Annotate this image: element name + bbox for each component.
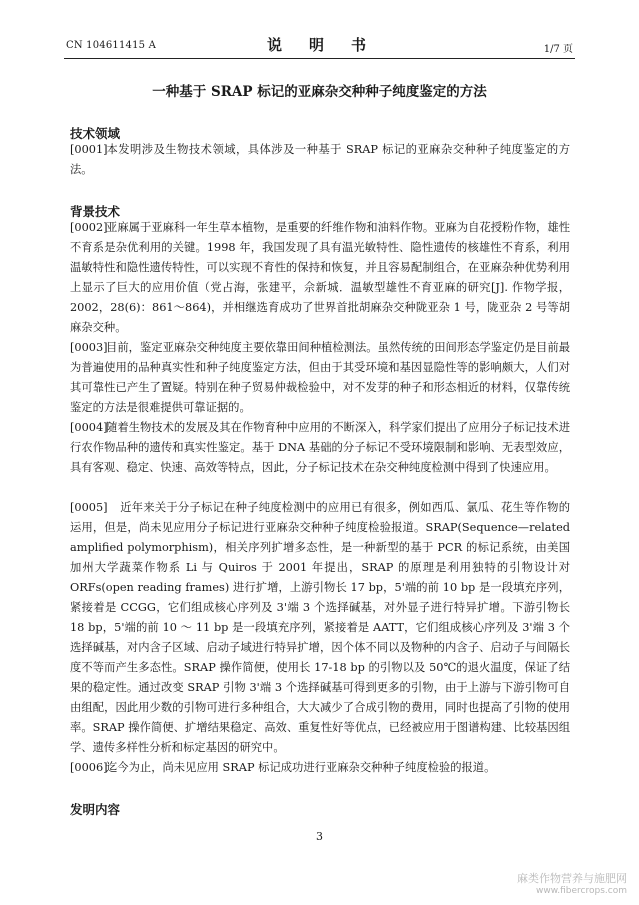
paragraph-0006 xyxy=(70,758,570,778)
section-name: 说 明 书 xyxy=(266,36,372,54)
header-divider xyxy=(64,58,575,59)
page-header xyxy=(66,34,573,56)
heading-invention: 发明内容 xyxy=(70,802,121,817)
paragraph-text: 近年来关于分子标记在种子纯度检测中的应用已有很多，例如西瓜、氯瓜、花生等作物的运用，但是，尚未见应用分子标记进行亚麻杂交种种子纯度检验报道。SRAP(Sequence—related amplified polymorphism)，相关序列扩增多态性，是一种新型的基于 PCR 的标记系统，由美国加州大学蔬菜作物系 Li 与 Quiros 于 2001 年提出，SRAP 的原理是利用独特的引物设计对 ORFs(open reading frames) 进行扩增，上游引物长 17 bp，5'端的前 10 bp 是一段填充序列，紧接着是 CCGG，它们组成核心序列及 3'端 3 个选择碱基，对外显子进行特异扩增。下游引物长 18 bp，5'端的前 10 ～ 11 bp 是一段填充序列，紧接着是 AATT，它们组成核心序列及 3'端 3 个选择碱基，对内含子区域、启动子域进行特异扩增，因个体不同以及物种的内含子、启动子与间隔长度不等而产生多态性。SRAP 操作简便，使用长 17-18 bp 的引物以及 50℃的退火温度，保证了结果的稳定性。通过改变 SRAP 引物 3'端 3 个选择碱基可得到更多的引物，由于上游与下游引物可自由组配，因此用少数的引物可进行多种组合，大大减少了合成引物的费用，同时也提高了引物的使用率。SRAP 操作简便、扩增结果稳定、高效、重复性好等优点，已经被应用于图谱构建、比较基因组学、遗传多样性分析和标定基因的研究中。 xyxy=(70,501,570,754)
paragraph-0003 xyxy=(70,338,570,418)
watermark-url: www.fibercrops.com xyxy=(536,886,627,896)
heading-background: 背景技术 xyxy=(70,204,121,219)
paragraph-0004 xyxy=(70,418,570,478)
paragraph-text: 随着生物技术的发展及其在作物育种中应用的不断深入，科学家们提出了应用分子标记技术进行农作物品种的遗传和真实性鉴定。基于 DNA 基础的分子标记不受环境限制和影响、无表型效应，具有客观、稳定、快速、高效等特点，因此，分子标记技术在杂交种纯度检测中得到了快速应用。 xyxy=(70,421,570,474)
paragraph-0005 xyxy=(70,498,570,758)
paragraph-text: 迄今为止，尚未见应用 SRAP 标记成功进行亚麻杂交种种子纯度检验的报道。 xyxy=(106,761,496,774)
paragraph-number: [0004] xyxy=(70,421,108,434)
paragraph-number: [0005] xyxy=(70,501,108,514)
paragraph-text: 亚麻属于亚麻科一年生草本植物，是重要的纤维作物和油料作物。亚麻为自花授粉作物，雄性不育系是杂优利用的关键。1998 年，我国发现了具有温光敏特性、隐性遗传的核雄性不育系，利用温敏特性和隐性遗传特性，可以实现不育性的保持和恢复，并且容易配制组合，在亚麻杂种优势利用上显示了巨大的应用价值（党占海，张建平，佘新城．温敏型雄性不育亚麻的研究[J]. 作物学报，2002，28(6)：861～864)，并相继选育成功了世界首批胡麻杂交种陇亚杂 1 号，陇亚杂 2 号等胡麻杂交种。 xyxy=(70,221,570,334)
paragraph-number: [0003] xyxy=(70,341,108,354)
watermark-site-name: 麻类作物营养与施肥网 xyxy=(517,872,627,885)
paragraph-number: [0002] xyxy=(70,221,108,234)
heading-tech-field: 技术领域 xyxy=(70,126,121,141)
paragraph-text: 目前，鉴定亚麻杂交种纯度主要依靠田间种植检测法。虽然传统的田间形态学鉴定仍是目前最为普遍使用的品种真实性和种子纯度鉴定方法，但由于其受环境和基因显隐性等的影响颇大，人们对其可靠性已产生了置疑。特别在种子贸易仲裁检验中，对不发芽的种子和形态相近的材料，仅靠传统鉴定的方法是很难提供可靠证据的。 xyxy=(70,341,570,414)
doc-number: CN 104611415 A xyxy=(66,40,157,51)
paragraph-0002 xyxy=(70,218,570,338)
page-number: 3 xyxy=(316,830,323,843)
page-indicator: 1/7 页 xyxy=(543,44,573,55)
watermark xyxy=(517,873,627,897)
paragraph-number: [0001] xyxy=(70,143,108,156)
paragraph-text: 本发明涉及生物技术领域，具体涉及一种基于 SRAP 标记的亚麻杂交种种子纯度鉴定的方法。 xyxy=(70,143,570,176)
paragraph-number: [0006] xyxy=(70,761,108,774)
paragraph-0001 xyxy=(70,140,570,180)
document-title: 一种基于 SRAP 标记的亚麻杂交种种子纯度鉴定的方法 xyxy=(152,84,487,100)
